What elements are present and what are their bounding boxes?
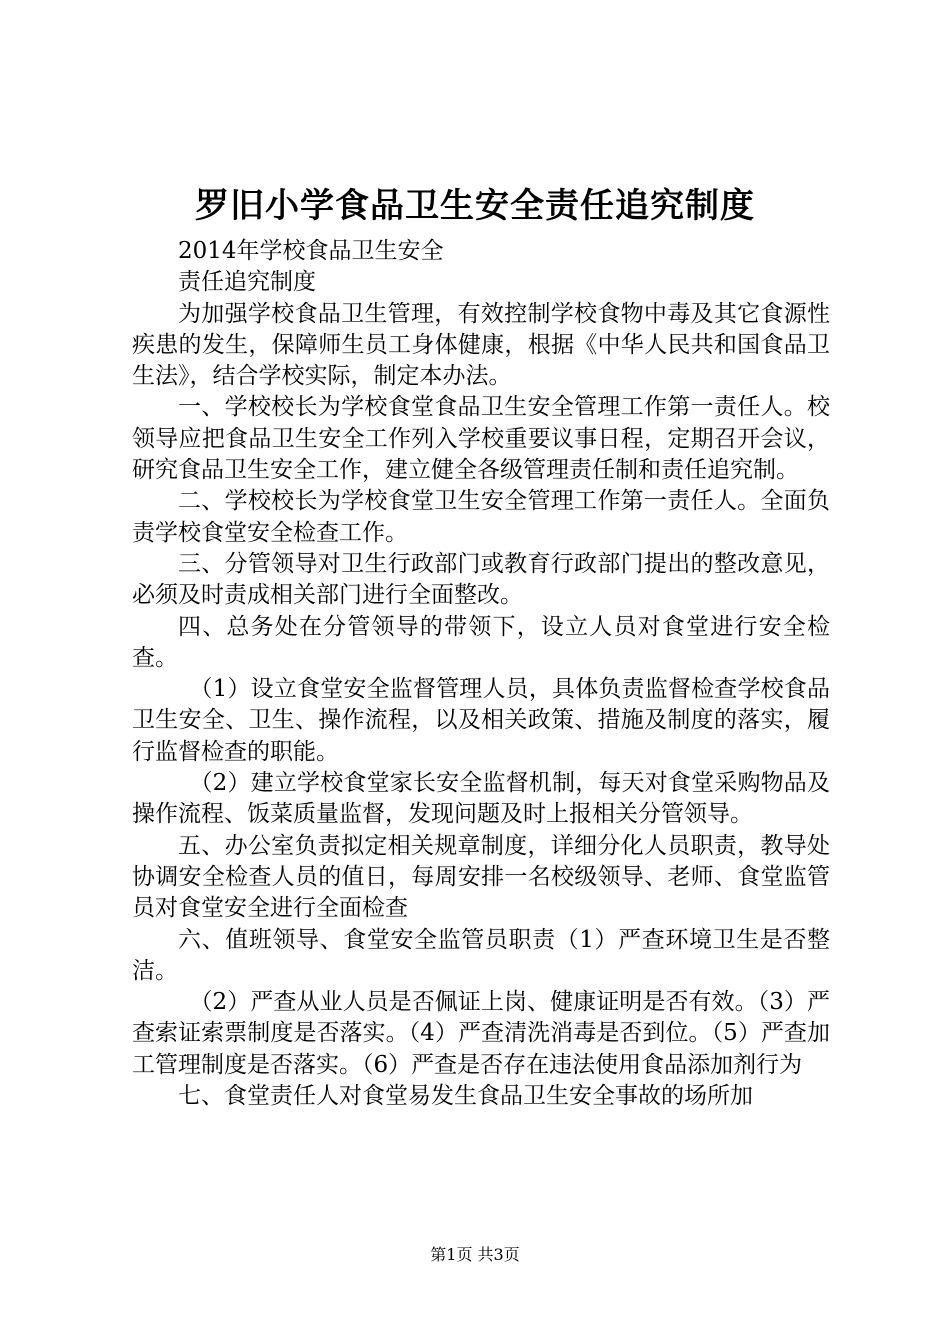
paragraph-7: 七、食堂责任人对食堂易发生食品卫生安全事故的场所加 [178,1083,753,1110]
paragraph-6-items: （2）严查从业人员是否佩证上岗、健康证明是否有效。（3）严查索证索票制度是否落实。（4）严查清洗消毒是否到位。（5）严查加工管理制度是否落实。（6）严查是否存在违法使用食品添加剂行为 [132,989,830,1078]
document-body [132,236,830,1112]
paragraph-4-item-2: （2）建立学校食堂家长安全监督机制，每天对食堂采购物品及操作流程、饭菜质量监督，发现问题及时上报相关分管领导。 [132,770,830,828]
page-indicator: 第1页 共3页 [430,1245,520,1264]
paragraph-intro: 为加强学校食品卫生管理，有效控制学校食物中毒及其它食源性疾患的发生，保障师生员工身体健康，根据《中华人民共和国食品卫生法》，结合学校实际，制定本办法。 [132,300,830,390]
paragraph-5: 五、办公室负责拟定相关规章制度，详细分化人员职责，教导处协调安全检查人员的值日，每周安排一名校级领导、老师、食堂监管员对食堂安全进行全面检查 [132,832,830,922]
subtitle-line-2: 责任追究制度 [178,269,316,296]
document-title: 罗旧小学食品卫生安全责任追究制度 [195,186,755,226]
paragraph-2: 二、学校校长为学校食堂卫生安全管理工作第一责任人。全面负责学校食堂安全检查工作。 [132,488,830,546]
subtitle-line-1: 2014年学校食品卫生安全 [178,238,444,264]
paragraph-4-item-1: （1）设立食堂安全监督管理人员，具体负责监督检查学校食品卫生安全、卫生、操作流程，以及相关政策、措施及制度的落实，履行监督检查的职能。 [132,676,830,765]
paragraph-3: 三、分管领导对卫生行政部门或教育行政部门提出的整改意见，必须及时责成相关部门进行全面整改。 [132,550,830,609]
paragraph-4: 四、总务处在分管领导的带领下，设立人员对食堂进行安全检查。 [132,613,830,671]
paragraph-1: 一、学校校长为学校食堂食品卫生安全管理工作第一责任人。校领导应把食品卫生安全工作列入学校重要议事日程，定期召开会议，研究食品卫生安全工作，建立健全各级管理责任制和责任追究制。 [132,394,830,484]
paragraph-6: 六、值班领导、食堂安全监管员职责（1）严查环境卫生是否整洁。 [132,926,830,984]
